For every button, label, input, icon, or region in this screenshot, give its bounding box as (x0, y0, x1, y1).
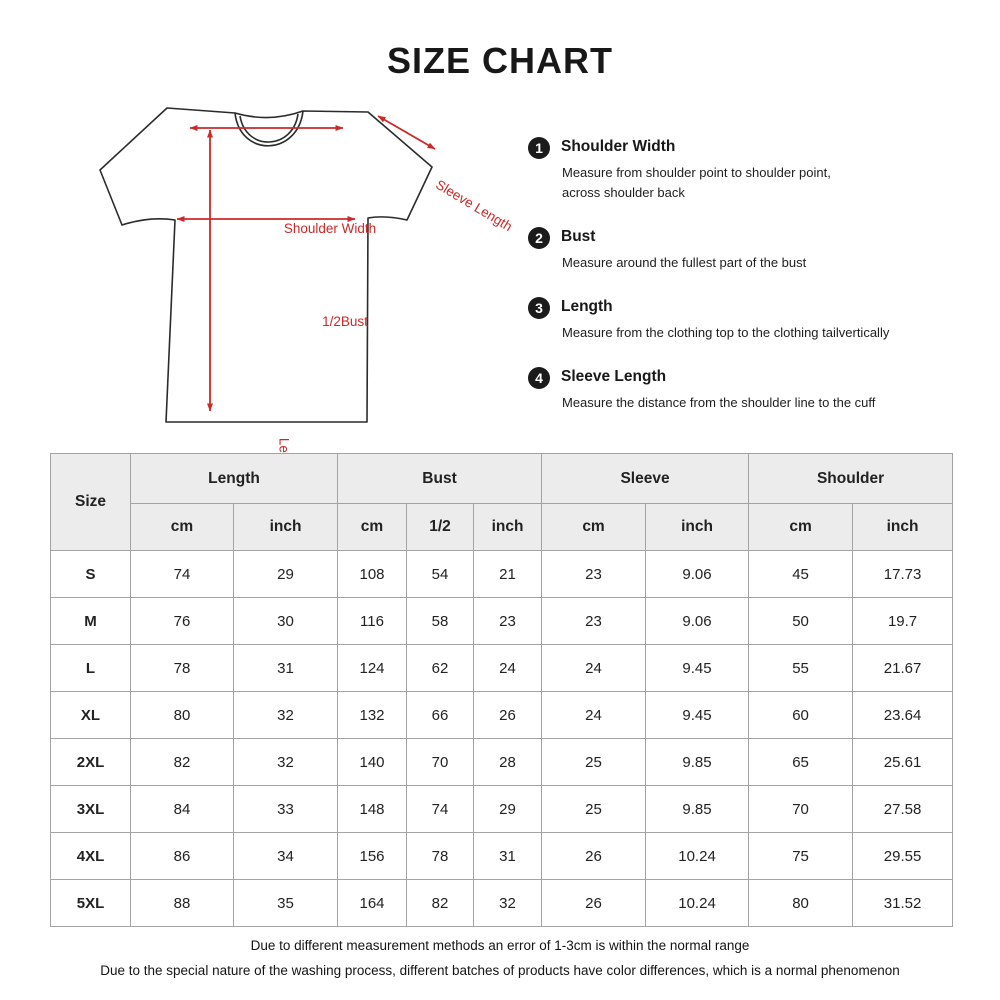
table-row (51, 739, 953, 786)
measurement-cell: 82 (407, 880, 474, 927)
legend-desc-line: across shoulder back (562, 185, 685, 200)
sub-header-length-cm: cm (131, 504, 234, 551)
measurement-cell: 62 (407, 645, 474, 692)
measurement-cell: 34 (234, 833, 338, 880)
sub-header-sleeve-inch: inch (646, 504, 749, 551)
measurement-cell: 156 (338, 833, 407, 880)
measurement-cell: 25 (542, 739, 646, 786)
measurement-cell: 28 (474, 739, 542, 786)
measurement-cell: 9.45 (646, 645, 749, 692)
measurement-cell: 45 (749, 551, 853, 598)
measurement-cell: 60 (749, 692, 853, 739)
table-row (51, 833, 953, 880)
measurement-cell: 23 (542, 551, 646, 598)
measurement-cell: 9.85 (646, 739, 749, 786)
sub-header-length-inch: inch (234, 504, 338, 551)
measurement-cell: 164 (338, 880, 407, 927)
legend-number-4-icon: 4 (528, 367, 550, 389)
col-header-bust: Bust (338, 454, 542, 504)
size-label-cell: L (51, 645, 131, 692)
measurement-cell: 24 (542, 645, 646, 692)
measurement-cell: 26 (542, 880, 646, 927)
measurement-cell: 132 (338, 692, 407, 739)
measurement-cell: 88 (131, 880, 234, 927)
measurement-cell: 84 (131, 786, 234, 833)
measurement-cell: 70 (407, 739, 474, 786)
measurement-cell: 78 (407, 833, 474, 880)
measurement-cell: 9.85 (646, 786, 749, 833)
measurement-cell: 17.73 (853, 551, 953, 598)
tshirt-measurement-diagram (60, 90, 515, 440)
measurement-cell: 70 (749, 786, 853, 833)
size-table (50, 453, 953, 927)
legend-title: Shoulder Width (561, 138, 676, 155)
sub-header-bust-half: 1/2 (407, 504, 474, 551)
measurement-cell: 66 (407, 692, 474, 739)
sub-header-bust-cm: cm (338, 504, 407, 551)
measurement-cell: 65 (749, 739, 853, 786)
measurement-cell: 33 (234, 786, 338, 833)
measurement-cell: 32 (474, 880, 542, 927)
measurement-cell: 9.06 (646, 551, 749, 598)
measurement-cell: 26 (542, 833, 646, 880)
measurement-cell: 25 (542, 786, 646, 833)
note-color-difference: Due to the special nature of the washing process, different batches of products have color differences, which is a normal phenomenon (100, 963, 900, 978)
table-row (51, 692, 953, 739)
legend-desc-line: Measure around the fullest part of the bust (562, 255, 807, 270)
sub-header-shoulder-inch: inch (853, 504, 953, 551)
measurement-cell: 29 (234, 551, 338, 598)
size-label-cell: 5XL (51, 880, 131, 927)
measurement-cell: 54 (407, 551, 474, 598)
half-bust-label: 1/2Bust (322, 314, 368, 329)
measurement-cell: 27.58 (853, 786, 953, 833)
legend-desc-line: Measure from shoulder point to shoulder point, (562, 165, 831, 180)
shoulder-width-label: Shoulder Width (283, 221, 377, 236)
measurement-cell: 76 (131, 598, 234, 645)
measurement-cell: 31.52 (853, 880, 953, 927)
measurement-cell: 75 (749, 833, 853, 880)
sub-header-bust-inch: inch (474, 504, 542, 551)
legend-title: Bust (561, 228, 596, 245)
col-header-shoulder: Shoulder (749, 454, 953, 504)
note-measurement-error: Due to different measurement methods an error of 1-3cm is within the normal range (250, 938, 750, 953)
measurement-cell: 30 (234, 598, 338, 645)
size-table-header (51, 454, 953, 551)
legend-desc (562, 163, 968, 203)
size-table-body (51, 551, 953, 927)
table-row (51, 551, 953, 598)
measurement-cell: 74 (131, 551, 234, 598)
size-label-cell: 2XL (51, 739, 131, 786)
legend-item-shoulder-width (528, 138, 968, 203)
col-header-sleeve: Sleeve (542, 454, 749, 504)
measurement-cell: 21 (474, 551, 542, 598)
measurement-cell: 140 (338, 739, 407, 786)
measurement-cell: 116 (338, 598, 407, 645)
measurement-cell: 19.7 (853, 598, 953, 645)
measurement-cell: 124 (338, 645, 407, 692)
measurement-cell: 148 (338, 786, 407, 833)
measurement-cell: 78 (131, 645, 234, 692)
legend-number-1-icon: 1 (528, 137, 550, 159)
legend-number-3-icon: 3 (528, 297, 550, 319)
measurement-cell: 74 (407, 786, 474, 833)
measurement-cell: 32 (234, 692, 338, 739)
legend-title: Sleeve Length (561, 368, 667, 385)
measurement-cell: 31 (474, 833, 542, 880)
measurement-cell: 35 (234, 880, 338, 927)
legend-item-sleeve-length (528, 368, 968, 413)
legend-desc (562, 393, 968, 413)
legend-desc (562, 323, 968, 343)
page-title: SIZE CHART (387, 40, 613, 81)
measurement-cell: 26 (474, 692, 542, 739)
sub-header-shoulder-cm: cm (749, 504, 853, 551)
legend-desc (562, 253, 968, 273)
tshirt-outline-drawing (60, 90, 460, 440)
size-label-cell: XL (51, 692, 131, 739)
measurement-cell: 29 (474, 786, 542, 833)
measurement-cell: 24 (542, 692, 646, 739)
measurement-cell: 9.45 (646, 692, 749, 739)
measurement-cell: 29.55 (853, 833, 953, 880)
sleeve-length-label: Sleeve Length (433, 176, 515, 235)
measurement-cell: 10.24 (646, 880, 749, 927)
sub-header-sleeve-cm: cm (542, 504, 646, 551)
col-header-length: Length (131, 454, 338, 504)
measurement-cell: 31 (234, 645, 338, 692)
measurement-cell: 9.06 (646, 598, 749, 645)
measurement-cell: 86 (131, 833, 234, 880)
measurement-cell: 32 (234, 739, 338, 786)
tshirt-body (100, 108, 432, 422)
measurement-cell: 23 (474, 598, 542, 645)
legend-title: Length (561, 298, 613, 315)
legend-desc-line: Measure from the clothing top to the clothing tailvertically (562, 325, 890, 340)
measurement-cell: 23 (542, 598, 646, 645)
measurement-cell: 108 (338, 551, 407, 598)
measurement-cell: 55 (749, 645, 853, 692)
table-row (51, 786, 953, 833)
col-header-size: Size (51, 454, 131, 551)
measurement-cell: 24 (474, 645, 542, 692)
size-label-cell: 4XL (51, 833, 131, 880)
size-label-cell: M (51, 598, 131, 645)
measurement-cell: 80 (131, 692, 234, 739)
legend-item-bust (528, 228, 968, 273)
legend-item-length (528, 298, 968, 343)
measurement-cell: 21.67 (853, 645, 953, 692)
size-label-cell: 3XL (51, 786, 131, 833)
measurement-cell: 10.24 (646, 833, 749, 880)
size-label-cell: S (51, 551, 131, 598)
measurement-cell: 50 (749, 598, 853, 645)
measurement-cell: 80 (749, 880, 853, 927)
measurement-cell: 25.61 (853, 739, 953, 786)
legend-number-2-icon: 2 (528, 227, 550, 249)
legend-desc-line: Measure the distance from the shoulder line to the cuff (562, 395, 876, 410)
measurement-cell: 58 (407, 598, 474, 645)
measurement-cell: 23.64 (853, 692, 953, 739)
table-row (51, 645, 953, 692)
table-row (51, 880, 953, 927)
table-row (51, 598, 953, 645)
measurement-cell: 82 (131, 739, 234, 786)
